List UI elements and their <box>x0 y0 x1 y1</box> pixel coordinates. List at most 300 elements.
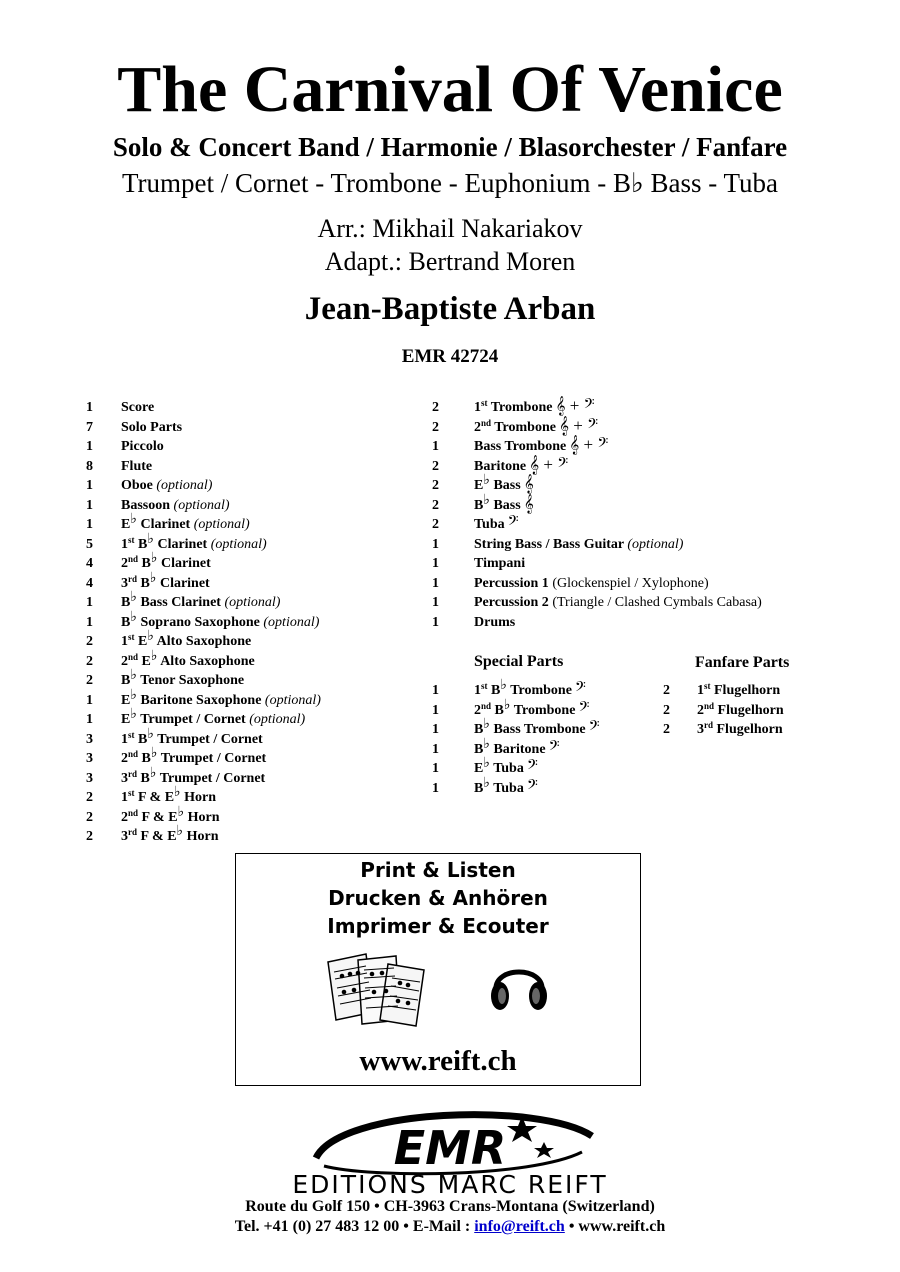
list-item <box>663 681 784 701</box>
clef-icon: 𝄞 <box>523 474 534 493</box>
part-quantity: 3 <box>86 731 93 747</box>
part-name <box>121 629 252 652</box>
parts-list-left <box>86 398 321 847</box>
optional-note: (optional) <box>627 536 684 552</box>
promo-line-german: Drucken & Anhören <box>328 886 548 910</box>
fanfare-parts-heading: Fanfare Parts <box>695 654 790 671</box>
part-name <box>121 726 263 750</box>
part-name <box>474 613 515 633</box>
list-item <box>86 570 321 594</box>
list-item <box>432 554 762 574</box>
part-instrument: Alto Saxophone <box>153 634 252 649</box>
solo-instruments-text-a: Trumpet / Cornet - Trombone - Euphonium - B <box>121 168 631 198</box>
arranger-credit: Arr.: Mikhail Nakariakov <box>317 214 583 243</box>
part-key: E <box>121 712 131 727</box>
flat-sign: ♭ <box>149 570 157 586</box>
part-key: B <box>138 751 151 766</box>
list-item <box>432 613 762 633</box>
list-item <box>86 804 321 828</box>
part-instrument: Trombone <box>506 683 572 698</box>
part-instrument: Solo Parts <box>121 419 183 435</box>
flat-sign: ♭ <box>483 775 490 791</box>
special-parts-heading: Special Parts <box>474 653 564 670</box>
ordinal-suffix: rd <box>704 720 713 730</box>
part-quantity: 2 <box>663 702 670 718</box>
flat-sign: ♭ <box>147 531 154 547</box>
flat-sign: ♭ <box>130 609 137 625</box>
list-item <box>86 437 321 457</box>
part-quantity: 2 <box>86 653 93 669</box>
part-instrument: Tuba <box>489 780 524 796</box>
part-key: B <box>138 556 151 571</box>
list-item <box>432 756 600 779</box>
list-item <box>432 736 600 760</box>
part-ordinal: 3 <box>121 770 128 786</box>
list-item <box>432 775 600 799</box>
part-quantity: 1 <box>86 478 93 493</box>
ordinal-suffix: nd <box>481 700 492 711</box>
part-instrument: String Bass / Bass Guitar <box>474 536 624 552</box>
clef-icon: 𝄢 <box>548 737 560 757</box>
part-key: B <box>134 731 148 747</box>
part-name <box>474 593 762 613</box>
part-key: B <box>474 741 484 757</box>
part-ordinal: 3 <box>121 575 128 591</box>
part-name <box>474 492 534 516</box>
special-parts-list <box>432 678 600 798</box>
part-ordinal: 3 <box>697 722 704 737</box>
ordinal-suffix: rd <box>128 768 137 779</box>
part-key: F & E <box>134 790 175 805</box>
clef-icon: 𝄢 <box>526 776 538 796</box>
list-item <box>86 457 321 477</box>
part-instrument: Trombone <box>487 400 553 415</box>
part-instrument: Horn <box>183 829 219 844</box>
part-ordinal: 1 <box>697 683 704 698</box>
part-key: E <box>138 653 151 669</box>
part-key: B <box>137 770 150 786</box>
page-title: The Carnival Of Venice <box>117 53 783 126</box>
flat-sign: ♭ <box>174 785 181 800</box>
clef-icon: 𝄢 <box>588 718 600 737</box>
fanfare-parts-list <box>663 681 784 740</box>
part-key: E <box>134 634 148 649</box>
clef-icon: 𝄞 + 𝄢 <box>555 396 595 415</box>
part-name <box>474 717 600 740</box>
list-item <box>86 707 321 730</box>
part-name <box>121 590 281 613</box>
clef-icon: 𝄞 <box>523 493 534 513</box>
optional-note: (optional) <box>193 517 250 532</box>
ordinal-suffix: nd <box>128 807 139 818</box>
part-quantity: 2 <box>432 458 439 474</box>
part-detail: (Triangle / Clashed Cymbals Cabasa) <box>552 595 762 610</box>
catalog-number: EMR 42724 <box>401 346 499 367</box>
list-item <box>432 593 762 613</box>
ordinal-suffix: st <box>128 729 135 740</box>
ordinal-suffix: nd <box>481 417 492 428</box>
part-ordinal: 2 <box>121 809 128 825</box>
part-quantity: 1 <box>432 722 439 737</box>
list-item <box>432 678 600 701</box>
flat-sign: ♭ <box>500 678 507 693</box>
list-item <box>432 492 762 516</box>
flat-sign: ♭ <box>483 717 490 732</box>
flat-sign: ♭ <box>150 648 158 664</box>
part-quantity: 2 <box>432 497 439 513</box>
list-item <box>86 746 321 769</box>
part-quantity: 2 <box>86 634 93 649</box>
part-ordinal: 1 <box>474 400 481 415</box>
part-instrument: Trumpet / Cornet <box>153 731 263 747</box>
part-name <box>121 476 212 496</box>
flat-sign: ♭ <box>483 756 490 771</box>
part-name <box>121 824 219 847</box>
ensemble-subtitle: Solo & Concert Band / Harmonie / Blasorchester / Fanfare <box>112 132 788 162</box>
list-item <box>663 720 784 740</box>
part-quantity: 1 <box>86 595 93 610</box>
list-item <box>86 765 321 789</box>
part-instrument: Clarinet <box>153 536 208 552</box>
list-item <box>86 629 321 652</box>
part-name <box>121 418 182 438</box>
part-instrument: Tuba <box>489 761 524 776</box>
flat-sign: ♭ <box>150 746 158 761</box>
part-key: B <box>474 497 484 513</box>
part-instrument: Percussion 1 <box>474 575 549 591</box>
part-quantity: 5 <box>86 536 93 552</box>
part-quantity: 3 <box>86 770 93 786</box>
part-quantity: 1 <box>432 536 439 552</box>
part-name <box>474 775 538 799</box>
part-quantity: 4 <box>86 575 93 591</box>
part-quantity: 1 <box>432 575 439 591</box>
part-key: B <box>134 536 148 552</box>
list-item <box>86 785 321 808</box>
list-item <box>86 512 321 535</box>
part-instrument: Tenor Saxophone <box>136 673 245 688</box>
ordinal-suffix: nd <box>704 700 715 711</box>
list-item <box>86 496 321 516</box>
flat-sign: ♭ <box>177 804 185 820</box>
email-link[interactable]: info@reift.ch <box>474 1218 565 1235</box>
part-key: E <box>121 517 131 532</box>
part-instrument: Tuba <box>474 517 505 532</box>
promo-line-english: Print & Listen <box>360 858 516 882</box>
part-key: F & E <box>137 829 177 844</box>
part-name <box>121 512 250 535</box>
part-quantity: 1 <box>432 556 439 571</box>
part-instrument: Clarinet <box>156 575 210 591</box>
list-item <box>86 551 321 574</box>
part-instrument: Bassoon <box>121 497 171 513</box>
clef-icon: 𝄢 <box>578 698 590 718</box>
part-instrument: Drums <box>474 614 516 630</box>
part-name <box>474 697 590 721</box>
list-item <box>86 418 321 438</box>
part-quantity: 1 <box>86 614 93 630</box>
part-key: B <box>121 673 131 688</box>
contact-phone: Tel. +41 (0) 27 483 12 00 • E-Mail : <box>234 1218 475 1235</box>
part-instrument: Trumpet / Cornet <box>157 751 267 766</box>
clef-icon: 𝄞 + 𝄢 <box>529 454 569 474</box>
part-instrument: Baritone <box>474 458 527 474</box>
part-instrument: Trombone <box>491 419 556 435</box>
part-name <box>474 554 525 574</box>
list-item <box>432 535 762 555</box>
part-name <box>121 398 154 418</box>
part-name <box>697 720 783 740</box>
part-name <box>474 535 683 555</box>
flat-sign: ♭ <box>130 590 137 605</box>
part-quantity: 1 <box>86 439 93 454</box>
list-item <box>432 454 762 477</box>
part-instrument: Bass <box>489 478 521 493</box>
contact-website: • www.reift.ch <box>564 1218 666 1235</box>
part-quantity: 1 <box>432 761 439 776</box>
part-instrument: Oboe <box>121 478 153 493</box>
part-quantity: 2 <box>86 809 93 825</box>
optional-note: (optional) <box>264 692 321 708</box>
part-quantity: 1 <box>86 712 93 727</box>
solo-instruments-subtitle <box>0 166 900 200</box>
part-quantity: 2 <box>432 419 439 435</box>
clef-icon: 𝄢 <box>574 679 586 698</box>
part-instrument: Bass Clarinet <box>136 595 221 610</box>
flat-sign: ♭ <box>147 629 154 644</box>
clef-icon: 𝄞 + 𝄢 <box>569 435 609 454</box>
flat-sign: ♭ <box>149 765 157 781</box>
flat-sign: ♭ <box>130 707 137 722</box>
part-key: E <box>474 761 484 776</box>
part-ordinal: 2 <box>121 653 128 669</box>
part-quantity: 1 <box>86 400 93 415</box>
part-quantity: 3 <box>86 751 93 766</box>
ordinal-suffix: nd <box>128 651 139 662</box>
list-item <box>86 609 321 633</box>
part-key: B <box>487 683 501 698</box>
ordinal-suffix: rd <box>128 827 137 837</box>
part-key: B <box>474 780 484 796</box>
part-name <box>121 648 255 672</box>
part-key: F & E <box>138 809 178 825</box>
part-key: E <box>474 478 484 493</box>
part-instrument: Flugelhorn <box>714 702 784 718</box>
ordinal-suffix: nd <box>128 554 139 564</box>
part-instrument: Flute <box>121 458 153 474</box>
list-item <box>432 515 762 535</box>
part-quantity: 1 <box>432 614 439 630</box>
flat-sign: ♭ <box>130 512 137 527</box>
part-quantity: 2 <box>86 673 93 688</box>
part-name <box>121 437 164 457</box>
part-name <box>474 515 519 535</box>
part-instrument: Baritone <box>489 741 546 757</box>
part-instrument: Baritone Saxophone <box>136 692 262 708</box>
part-quantity: 1 <box>432 780 439 796</box>
part-name <box>121 687 321 711</box>
part-ordinal: 2 <box>697 702 704 718</box>
parts-list-middle <box>432 398 762 632</box>
part-instrument: Soprano Saxophone <box>136 614 260 630</box>
company-address: Route du Golf 150 • CH-3963 Crans-Montana (Switzerland) <box>245 1198 655 1215</box>
flat-sign: ♭ <box>130 687 137 703</box>
flat-sign: ♭ <box>503 697 511 713</box>
part-quantity: 1 <box>86 517 93 532</box>
part-name <box>121 496 230 516</box>
clef-icon: 𝄢 <box>526 757 538 776</box>
part-instrument: Clarinet <box>136 517 191 532</box>
solo-instruments-text-b: Bass - Tuba <box>643 168 779 198</box>
part-ordinal: 2 <box>474 702 481 718</box>
part-instrument: Bass Trombone <box>474 439 567 454</box>
list-item <box>86 726 321 750</box>
list-item <box>432 473 762 496</box>
composer-name: Jean-Baptiste Arban <box>304 291 596 327</box>
part-instrument: Bass Trombone <box>489 722 586 737</box>
ordinal-suffix: st <box>704 681 711 691</box>
part-instrument: Horn <box>180 790 217 805</box>
part-quantity: 1 <box>432 741 439 757</box>
adapter-credit: Adapt.: Bertrand Moren <box>324 247 576 276</box>
part-quantity: 1 <box>432 439 439 454</box>
part-instrument: Piccolo <box>121 439 164 454</box>
part-quantity: 2 <box>86 829 93 844</box>
part-name <box>121 457 152 477</box>
part-quantity: 8 <box>86 458 93 474</box>
part-name <box>474 437 608 457</box>
part-instrument: Trumpet / Cornet <box>156 770 266 786</box>
part-key: B <box>121 614 131 630</box>
part-key: B <box>137 575 150 591</box>
ordinal-suffix: st <box>128 632 135 642</box>
part-quantity: 2 <box>432 478 439 493</box>
part-quantity: 2 <box>663 722 670 737</box>
list-item <box>86 531 321 555</box>
part-ordinal: 1 <box>121 536 128 552</box>
part-ordinal: 1 <box>121 634 128 649</box>
optional-note: (optional) <box>263 614 320 630</box>
part-instrument: Percussion 2 <box>474 595 549 610</box>
part-ordinal: 2 <box>474 419 481 435</box>
list-item <box>86 824 321 847</box>
part-name <box>121 765 266 789</box>
website-url: www.reift.ch <box>359 1045 517 1077</box>
headphones-icon <box>488 952 550 1014</box>
part-instrument: Trombone <box>510 702 576 718</box>
part-instrument: Horn <box>184 809 220 825</box>
part-instrument: Flugelhorn <box>713 722 783 737</box>
contact-line <box>0 1217 900 1237</box>
part-quantity: 1 <box>86 497 93 513</box>
list-item <box>432 717 600 740</box>
list-item <box>432 437 762 457</box>
clef-icon: 𝄢 <box>507 513 519 532</box>
part-instrument: Score <box>121 400 155 415</box>
part-detail: (Glockenspiel / Xylophone) <box>552 575 709 591</box>
list-item <box>86 476 321 496</box>
optional-note: (optional) <box>210 536 267 552</box>
flat-sign: ♭ <box>130 668 137 683</box>
part-name <box>121 668 245 691</box>
part-quantity: 2 <box>432 400 439 415</box>
part-instrument: Flugelhorn <box>710 683 781 698</box>
part-quantity: 1 <box>432 702 439 718</box>
flat-sign: ♭ <box>176 824 184 839</box>
part-quantity: 2 <box>663 683 670 698</box>
part-quantity: 4 <box>86 556 93 571</box>
ordinal-suffix: st <box>128 788 135 798</box>
part-instrument: Alto Saxophone <box>157 653 255 669</box>
part-name <box>474 678 586 701</box>
part-ordinal: 2 <box>121 751 128 766</box>
part-quantity: 7 <box>86 419 93 435</box>
flat-sign: ♭ <box>483 473 490 488</box>
part-instrument: Timpani <box>474 556 526 571</box>
part-instrument: Clarinet <box>157 556 211 571</box>
list-item <box>432 697 600 721</box>
part-quantity: 1 <box>432 683 439 698</box>
clef-icon: 𝄞 + 𝄢 <box>558 415 599 435</box>
flat-sign: ♭ <box>147 726 154 742</box>
ordinal-suffix: rd <box>128 573 137 584</box>
list-item <box>86 398 321 418</box>
part-quantity: 2 <box>86 790 93 805</box>
ordinal-suffix: st <box>481 398 488 408</box>
part-ordinal: 3 <box>121 829 128 844</box>
emr-logo-text: EMR <box>393 1121 507 1175</box>
sheet-music-icon <box>322 952 432 1027</box>
list-item <box>86 668 321 691</box>
part-key: E <box>121 692 131 708</box>
flat-sign: ♭ <box>150 551 158 566</box>
flat-sign: ♭ <box>630 168 644 198</box>
part-ordinal: 2 <box>121 556 128 571</box>
list-item <box>86 648 321 672</box>
part-name <box>121 804 220 828</box>
part-quantity: 2 <box>432 517 439 532</box>
part-name <box>121 746 267 769</box>
list-item <box>432 398 762 418</box>
part-ordinal: 1 <box>474 683 481 698</box>
part-name <box>121 531 267 555</box>
part-key: B <box>491 702 504 718</box>
part-name <box>697 681 780 701</box>
part-key: B <box>121 595 131 610</box>
part-name <box>121 551 211 574</box>
part-ordinal: 1 <box>121 731 128 747</box>
company-name: EDITIONS MARC REIFT <box>292 1170 608 1199</box>
optional-note: (optional) <box>156 478 213 493</box>
ordinal-suffix: nd <box>128 749 139 759</box>
promo-line-french: Imprimer & Ecouter <box>327 914 549 938</box>
print-listen-box <box>235 853 641 1086</box>
list-item <box>663 701 784 721</box>
list-item <box>86 687 321 711</box>
optional-note: (optional) <box>224 595 281 610</box>
part-name <box>474 398 595 418</box>
flat-sign: ♭ <box>483 736 490 752</box>
part-quantity: 1 <box>432 595 439 610</box>
part-name <box>697 701 784 721</box>
ordinal-suffix: st <box>481 681 488 691</box>
part-instrument: Bass <box>489 497 521 513</box>
part-name <box>121 785 217 808</box>
list-item <box>432 574 762 594</box>
list-item <box>86 590 321 613</box>
flat-sign: ♭ <box>483 492 490 508</box>
optional-note: (optional) <box>249 712 306 727</box>
